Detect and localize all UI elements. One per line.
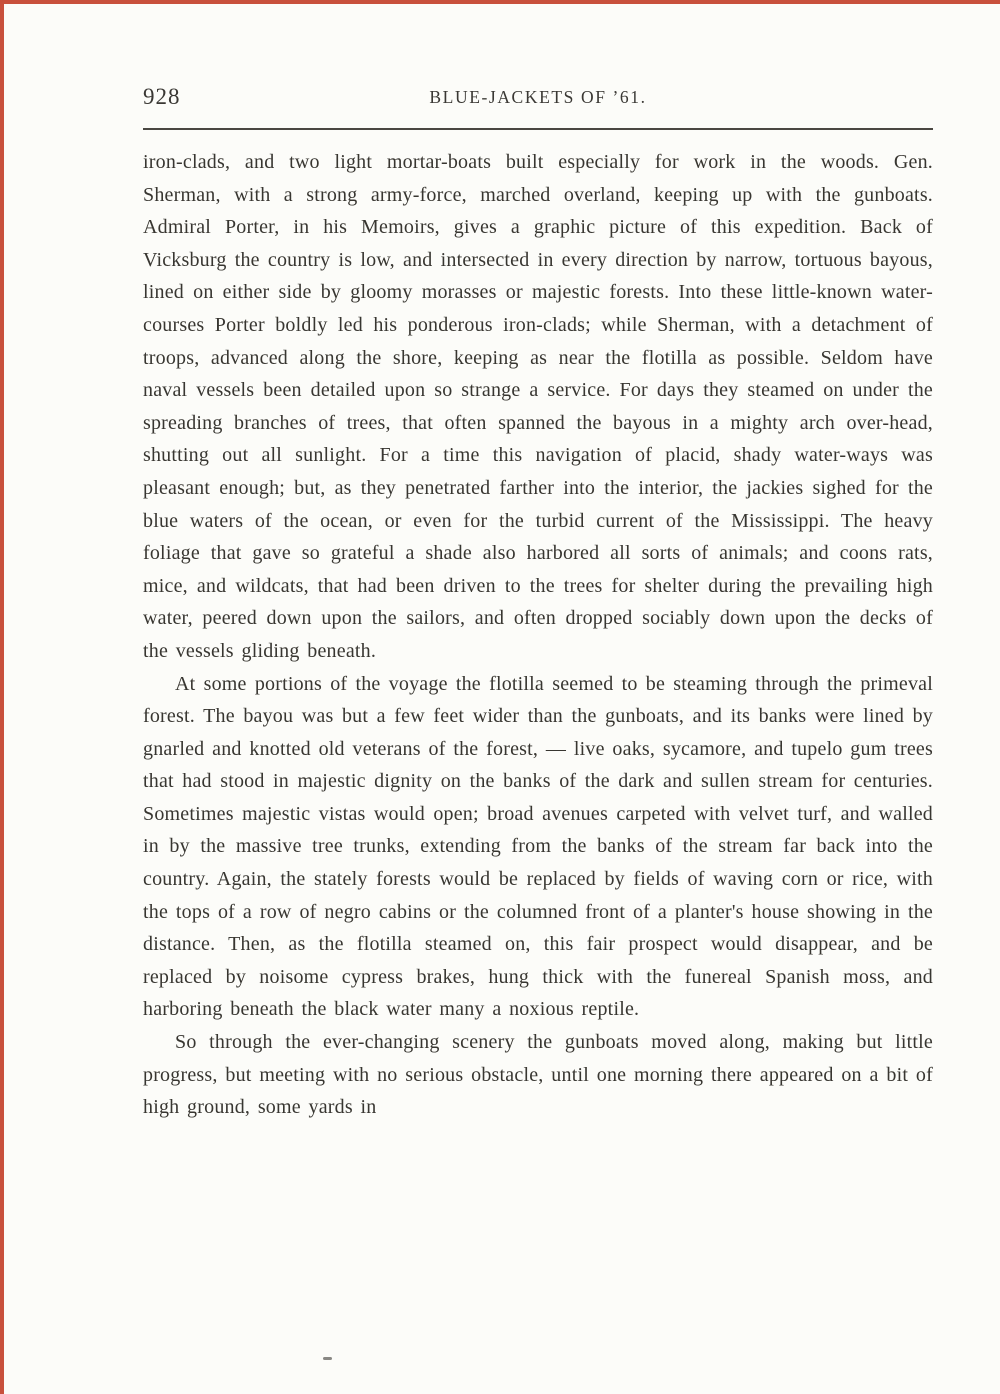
page-number: 928 (143, 84, 181, 109)
page-content (143, 84, 933, 1124)
paragraph: At some portions of the voyage the flotilla seemed to be steaming through the primeval forest. The bayou was but a few feet wider than the gunboats, and its banks were lined by gnarled and knotted old veterans of the forest, — live oaks, sycamore, and tupelo gum trees that had stood in majestic dignity on the banks of the dark and sullen stream for centuries. Sometimes majestic vistas would open; broad avenues carpeted with velvet turf, and walled in by the massive tree trunks, extending from the banks of the stream far back into the country. Again, the stately forests would be replaced by fields of waving corn or rice, with the tops of a row of negro cabins or the columned front of a planter's house showing in the distance. Then, as the flotilla steamed on, this fair prospect would disappear, and be replaced by noisome cypress brakes, hung thick with the funereal Spanish moss, and harboring beneath the black water many a noxious reptile. (143, 672, 933, 1021)
paragraph: iron-clads, and two light mortar-boats built especially for work in the woods. Gen. Sherman, with a strong army-force, marched overland, keeping up with the gunboats. Admiral Porter, in his Memoirs, gives a graphic picture of this expedition. Back of Vicksburg the country is low, and intersected in every direction by narrow, tortuous bayous, lined on either side by gloomy morasses or majestic forests. Into these little-known water-courses Porter boldly led his ponderous iron-clads; while Sherman, with a detachment of troops, advanced along the shore, keeping as near the flotilla as possible. Seldom have naval vessels been detailed upon so strange a service. For days they steamed on under the spreading branches of trees, that often spanned the bayous in a mighty arch over-head, shutting out all sunlight. For a time this navigation of placid, shady water-ways was pleasant enough; but, as they penetrated farther into the interior, the jackies sighed for the blue waters of the ocean, or even for the turbid current of the Mississippi. The heavy foliage that gave so grateful a shade also harbored all sorts of animals; and coons rats, mice, and wildcats, that had been driven to the trees for shelter during the prevailing high water, peered down upon the sailors, and often dropped sociably down upon the decks of the vessels gliding beneath. (143, 151, 933, 662)
page-header (143, 84, 933, 114)
body-text (143, 146, 933, 1124)
header-rule (143, 128, 933, 130)
scan-edge-left (0, 0, 4, 1394)
scan-edge-top (0, 0, 1000, 4)
paragraph: So through the ever-changing scenery the gunboats moved along, making but little progress, but meeting with no serious obstacle, until one morning there appeared on a bit of high ground, some yards in (143, 1031, 933, 1119)
running-title: BLUE-JACKETS OF ’61. (429, 87, 647, 107)
scan-speck (323, 1357, 332, 1360)
